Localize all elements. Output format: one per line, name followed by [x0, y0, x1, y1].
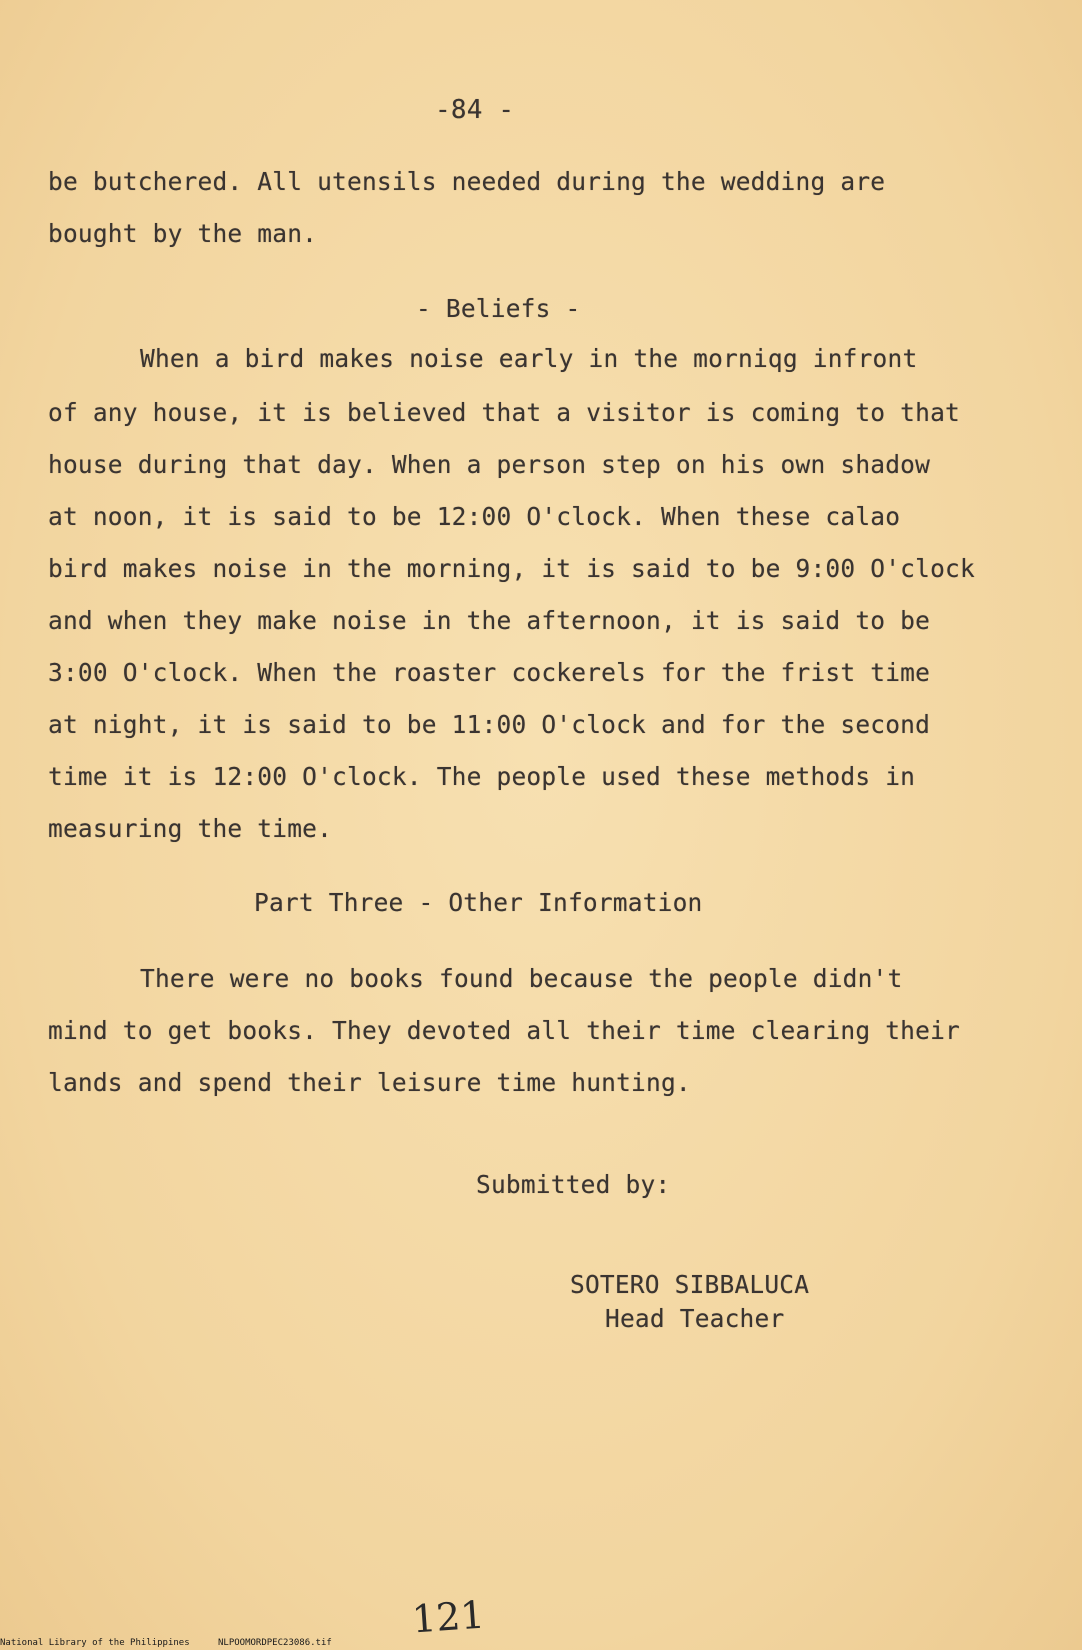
text-line: measuring the time.: [48, 814, 333, 843]
section-heading-part-three: Part Three - Other Information: [254, 888, 703, 917]
text-line: mind to get books. They devoted all their time clearing their: [48, 1016, 960, 1045]
file-identifier: NLPOOMORDPEC23086.tif: [218, 1638, 332, 1648]
text-line: 3:00 O'clock. When the roaster cockerels for the frist time: [48, 658, 931, 687]
section-heading-beliefs: - Beliefs -: [416, 294, 581, 323]
text-line: at night, it is said to be 11:00 O'clock and for the second: [48, 710, 931, 739]
text-line: lands and spend their leisure time hunting.: [48, 1068, 691, 1097]
text-line: When a bird makes noise early in the morniqg infront: [140, 344, 918, 373]
text-line: of any house, it is believed that a visitor is coming to that: [48, 398, 960, 427]
author-name: SOTERO SIBBALUCA: [570, 1270, 810, 1299]
page-number: -84 -: [435, 95, 515, 125]
submitted-by-label: Submitted by:: [476, 1170, 671, 1199]
text-line: and when they make noise in the afternoon, it is said to be: [48, 606, 931, 635]
text-line: time it is 12:00 O'clock. The people used these methods in: [48, 762, 916, 791]
text-line: bought by the man.: [48, 219, 318, 248]
scan-footer: [0, 1636, 1082, 1650]
text-line: bird makes noise in the morning, it is said to be 9:00 O'clock: [48, 554, 975, 583]
library-credit: National Library of the Philippines: [0, 1638, 190, 1648]
text-line: at noon, it is said to be 12:00 O'clock. When these calao: [48, 502, 901, 531]
text-line: be butchered. All utensils needed during the wedding are: [48, 167, 886, 196]
handwritten-page-number: 121: [410, 1592, 486, 1642]
text-line: house during that day. When a person step on his own shadow: [48, 450, 931, 479]
author-title: Head Teacher: [605, 1304, 785, 1333]
text-line: There were no books found because the people didn't: [140, 964, 903, 993]
